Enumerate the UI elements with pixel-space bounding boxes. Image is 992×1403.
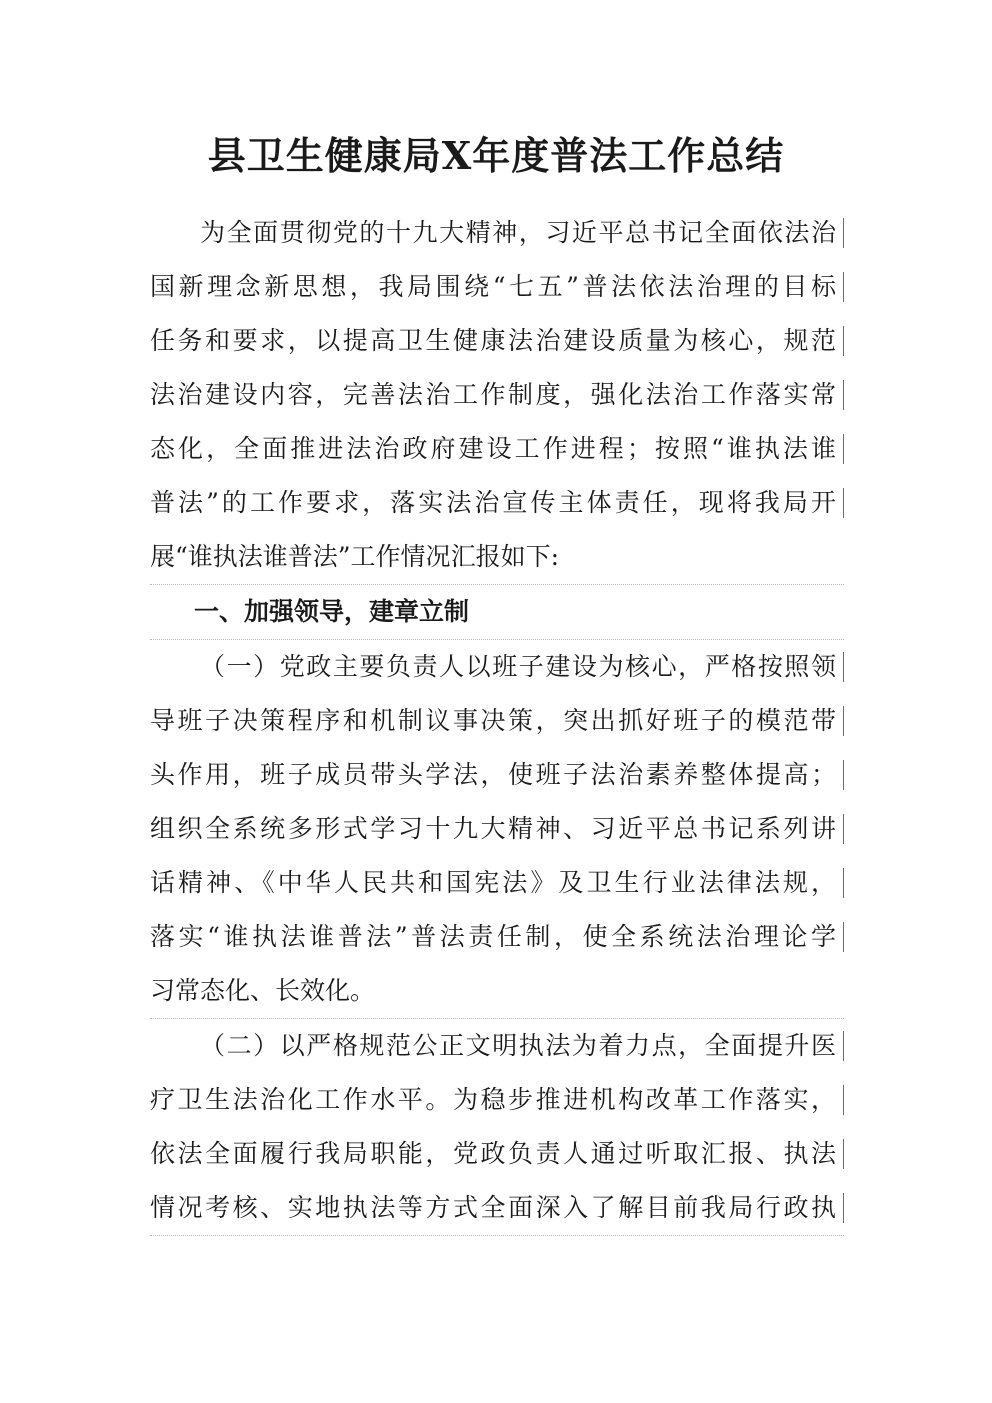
margin-bar [843,868,844,898]
margin-bar [843,380,844,410]
para2-line: 情况考核、实地执法等方式全面深入了解目前我局行政执 [150,1181,844,1236]
margin-bar [843,488,844,518]
margin-bar [843,326,844,356]
intro-line: 为全面贯彻党的十九大精神，习近平总书记全面依法治 [150,206,844,260]
margin-bar [843,706,844,736]
intro-line: 任务和要求，以提高卫生健康法治建设质量为核心，规范 [150,314,844,368]
para1-line: 头作用，班子成员带头学法，使班子法治素养整体提高； [150,748,844,802]
margin-bar [843,652,844,682]
para1-line: 话精神、《中华人民共和国宪法》及卫生行业法律法规， [150,856,844,910]
margin-bar [843,814,844,844]
margin-bar [843,922,844,952]
intro-line: 普法”的工作要求，落实法治宣传主体责任，现将我局开 [150,476,844,530]
intro-line: 国新理念新思想，我局围绕“七五”普法依法治理的目标 [150,260,844,314]
margin-bar [843,760,844,790]
margin-bar [843,1085,844,1115]
margin-bar [843,434,844,464]
intro-line: 法治建设内容，完善法治工作制度，强化法治工作落实常 [150,368,844,422]
margin-bar [843,1031,844,1061]
intro-line: 态化，全面推进法治政府建设工作进程；按照“谁执法谁 [150,422,844,476]
para1-line: 落实“谁执法谁普法”普法责任制，使全系统法治理论学 [150,910,844,964]
margin-bar [843,1139,844,1169]
para1-line: 导班子决策程序和机制议事决策，突出抓好班子的模范带 [150,694,844,748]
para2-line: 依法全面履行我局职能，党政负责人通过听取汇报、执法 [150,1127,844,1181]
margin-bar [843,272,844,302]
document-title: 县卫生健康局X年度普法工作总结 [207,133,785,178]
para1-line: 组织全系统多形式学习十九大精神、习近平总书记系列讲 [150,802,844,856]
para1-line: （一）党政主要负责人以班子建设为核心，严格按照领 [150,640,844,694]
para1-line: 习常态化、长效化。 [150,964,844,1019]
section-heading: 一、加强领导，建章立制 [150,585,844,640]
margin-bar [843,1193,844,1223]
para2-line: 疗卫生法治化工作水平。为稳步推进机构改革工作落实， [150,1073,844,1127]
para2-line: （二）以严格规范公正文明执法为着力点，全面提升医 [150,1019,844,1073]
document-body [150,206,844,1236]
intro-line: 展“谁执法谁普法”工作情况汇报如下: [150,530,844,585]
margin-bar [843,218,844,248]
